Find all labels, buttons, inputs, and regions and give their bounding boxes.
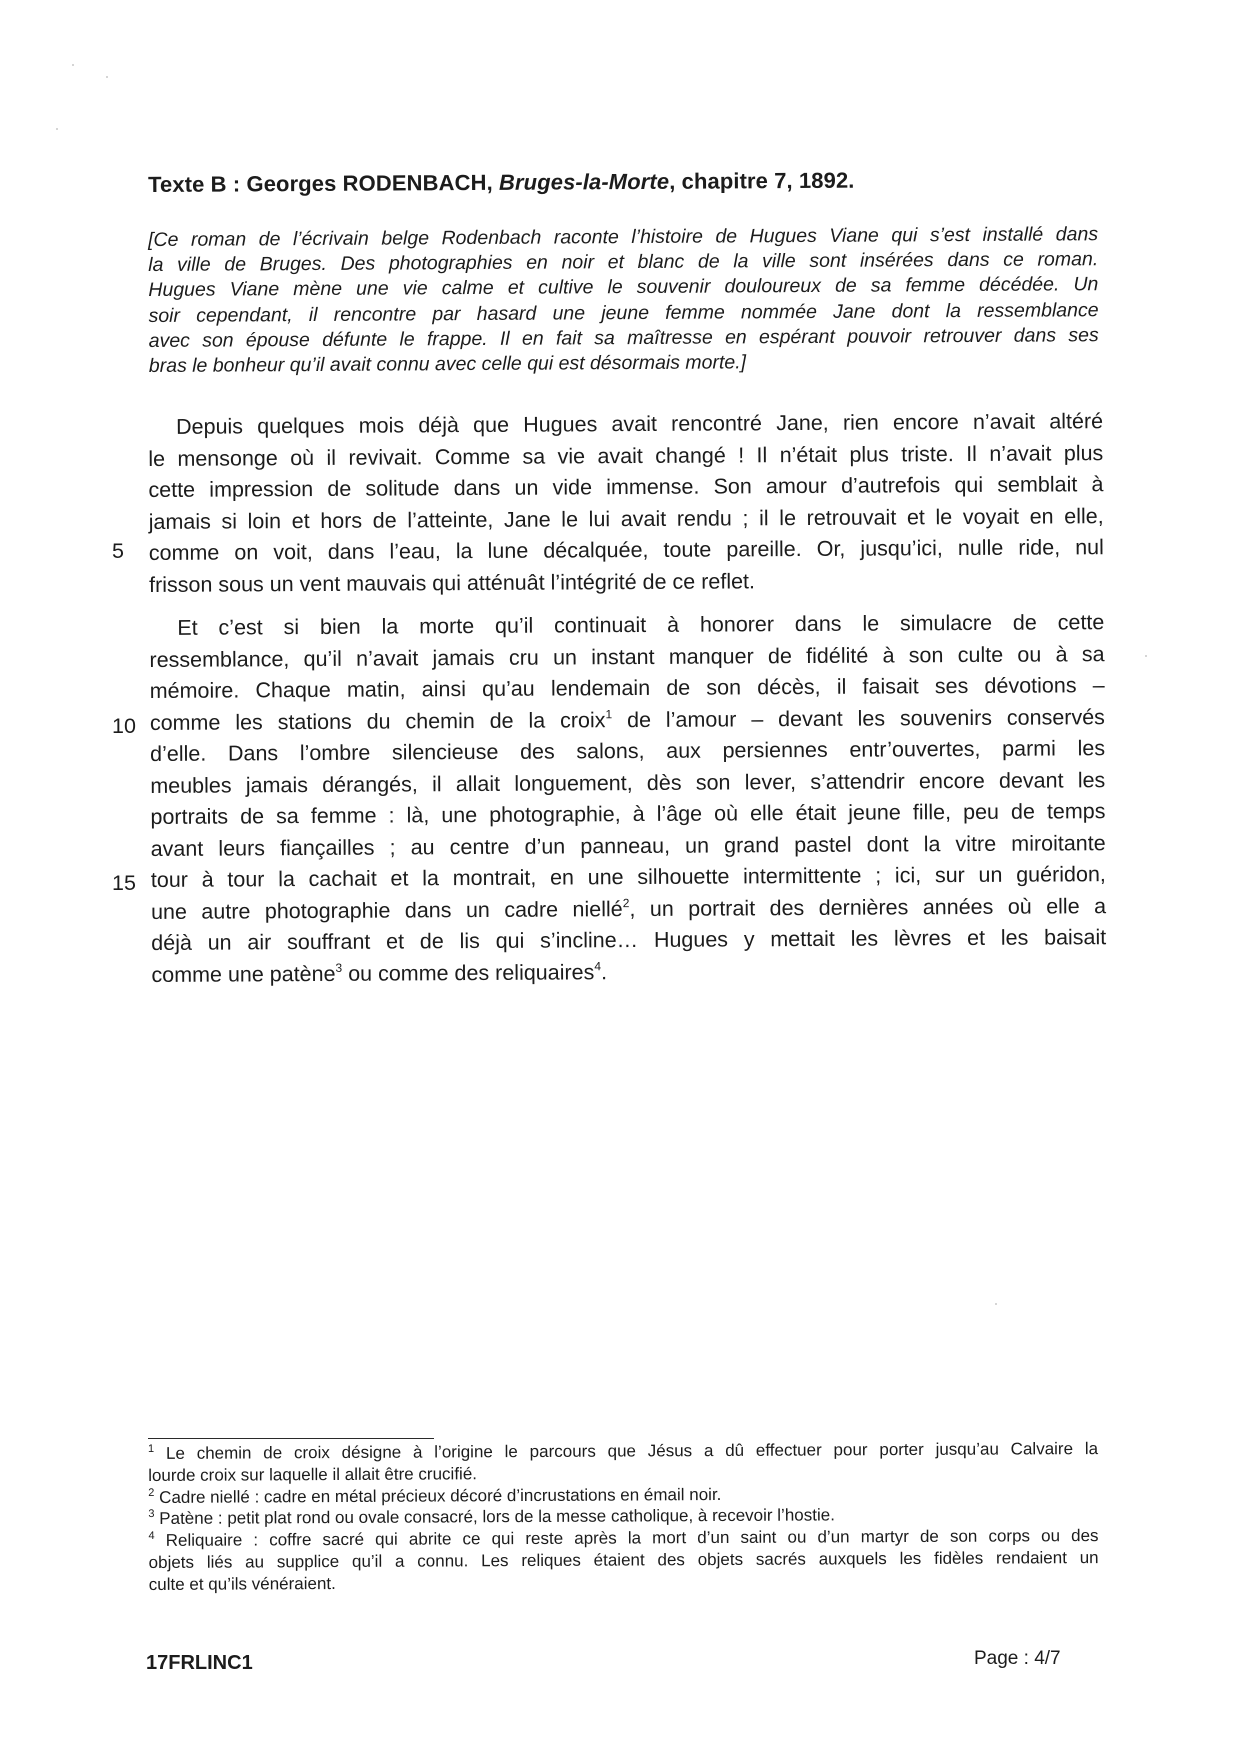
text-line: frisson sous un vent mauvais qui atténuât l’intégrité de ce reflet. xyxy=(148,568,756,597)
text-heading xyxy=(148,166,1108,198)
footnote-ref-2[interactable]: 2 xyxy=(622,895,630,910)
footnote-text: Le chemin de croix désigne à l’origine le parcours que Jésus a dû effectuer pour porter jusqu’au Calvaire la xyxy=(154,1439,1099,1463)
exam-code: 17FRLINC1 xyxy=(146,1652,253,1674)
text-line: d’elle. Dans l’ombre silencieuse des salons, aux persiennes entr’ouvertes, parmi les xyxy=(150,736,1106,766)
text-line: Et c’est si bien la morte qu’il continuait à honorer dans le simulacre de cette xyxy=(177,610,1105,640)
text-line: cette impression de solitude dans un vide immense. Son amour d’autrefois qui semblait à xyxy=(148,472,1104,502)
text-fragment: ou comme des reliquaires xyxy=(342,959,595,986)
footnote-4 xyxy=(148,1525,1098,1595)
scan-speck xyxy=(106,76,108,78)
heading-label: Texte B : Georges RODENBACH, xyxy=(148,169,500,197)
heading-work-title: Bruges-la-Morte xyxy=(498,168,670,195)
footnote-number: 2 xyxy=(148,1486,155,1499)
text-fragment: de l’amour – devant les souvenirs conservés xyxy=(612,704,1105,732)
text-fragment: . xyxy=(600,959,608,984)
line-number-10: 10 xyxy=(112,714,136,738)
paragraph-1 xyxy=(148,406,1104,601)
footnote-line: objets liés au supplice qu’il a connu. Les reliques étaient des objets sacrés auxquels les fidèles rendaient un xyxy=(148,1548,1099,1572)
footnote-number: 1 xyxy=(148,1442,155,1455)
footnote-number: 3 xyxy=(148,1508,155,1521)
text-line: portraits de sa femme : là, une photographie, à l’âge où elle était jeune fille, peu de temps xyxy=(150,799,1106,829)
footnote-text: Patène : petit plat rond ou ovale consacré, lors de la messe catholique, à recevoir l’hostie. xyxy=(154,1505,835,1529)
text-line: jamais si loin et hors de l’atteinte, Jane le lui avait rendu ; il le retrouvait et le voyait en elle, xyxy=(148,503,1104,534)
text-fragment: comme une patène xyxy=(151,961,336,987)
intro-line: Hugues Viane mène une vie calme et cultive le souvenir douloureux de sa femme décédée. Un xyxy=(148,273,1099,302)
line-number-5: 5 xyxy=(112,539,124,563)
footnote-text: Cadre niellé : cadre en métal précieux décoré d’incrustations en émail noir. xyxy=(154,1484,722,1507)
footnote-ref-4[interactable]: 4 xyxy=(594,958,602,973)
footnote-1 xyxy=(148,1438,1098,1487)
scan-speck xyxy=(995,1303,997,1305)
text-fragment: une autre photographie dans un cadre niellé xyxy=(150,896,623,924)
paragraph-2 xyxy=(149,607,1106,991)
text-line: mémoire. Chaque matin, ainsi qu’au lendemain de son décès, il faisait ses dévotions – xyxy=(149,673,1105,703)
intro-line: soir cependant, il rencontre par hasard une jeune femme nommée Jane dont la ressemblance xyxy=(148,298,1099,327)
footnote-number: 4 xyxy=(148,1530,155,1543)
footnote-ref-3[interactable]: 3 xyxy=(335,960,343,975)
footnote-line: culte et qu’ils vénéraient. xyxy=(148,1573,336,1594)
text-line: comme on voit, dans l’eau, la lune décalquée, toute pareille. Or, jusqu’ici, nulle ride, nul xyxy=(148,535,1104,565)
footnote-line: lourde croix sur laquelle il allait être crucifié. xyxy=(148,1464,478,1485)
text-line: tour à tour la cachait et la montrait, en une silhouette intermittente ; ici, sur un guéridon, xyxy=(150,862,1106,892)
footnote-text: Reliquaire : coffre sacré qui abrite ce qui reste après la mort d’un saint ou d’un martyr de son corps ou des xyxy=(154,1526,1099,1551)
intro-line: la ville de Bruges. Des photographies en noir et blanc de la ville sont insérées dans ce roman. xyxy=(148,248,1099,277)
intro-line: [Ce roman de l’écrivain belge Rodenbach raconte l’histoire de Hugues Viane qui s’est installé dans xyxy=(148,223,1099,251)
text-line: le mensonge où il revivait. Comme sa vie avait changé ! Il n’était plus triste. Il n’avait plus xyxy=(148,440,1104,471)
intro-line: bras le bonheur qu’il avait connu avec celle qui est désormais morte.] xyxy=(148,351,747,378)
intro-line: avec son épouse défunte le frappe. Il en fait sa maîtresse en espérant pouvoir retrouver dans ses xyxy=(148,324,1099,352)
text-line: déjà un air souffrant et de lis qui s’incline… Hugues y mettait les lèvres et les baisait xyxy=(151,925,1107,955)
text-line xyxy=(151,954,1106,991)
scan-speck xyxy=(72,64,74,66)
excerpt-body xyxy=(148,406,1107,1003)
heading-details: , chapitre 7, 1892. xyxy=(669,167,855,194)
text-fragment: , un portrait des dernières années où elle a xyxy=(629,893,1107,921)
line-number-15: 15 xyxy=(112,871,136,895)
footnotes xyxy=(148,1438,1099,1596)
scan-speck xyxy=(56,128,58,130)
text-line: ressemblance, qu’il n’avait jamais cru un instant manquer de fidélité à son culte ou à sa xyxy=(149,641,1105,672)
text-line: Depuis quelques mois déjà que Hugues avait rencontré Jane, rien encore n’avait altéré xyxy=(176,409,1104,439)
intro-paragraph xyxy=(148,222,1099,379)
text-line: meubles jamais dérangés, il allait longuement, dès son lever, s’attendrir encore devant les xyxy=(150,767,1106,798)
scan-speck xyxy=(1145,655,1147,657)
text-fragment: comme les stations du chemin de la croix xyxy=(149,707,606,735)
footnote-ref-1[interactable]: 1 xyxy=(605,706,613,721)
page-number: Page : 4/7 xyxy=(974,1648,1061,1669)
footnote-separator xyxy=(148,1438,434,1439)
text-line: avant leurs fiançailles ; au centre d’un panneau, un grand pastel dont la vitre miroitante xyxy=(150,830,1106,861)
